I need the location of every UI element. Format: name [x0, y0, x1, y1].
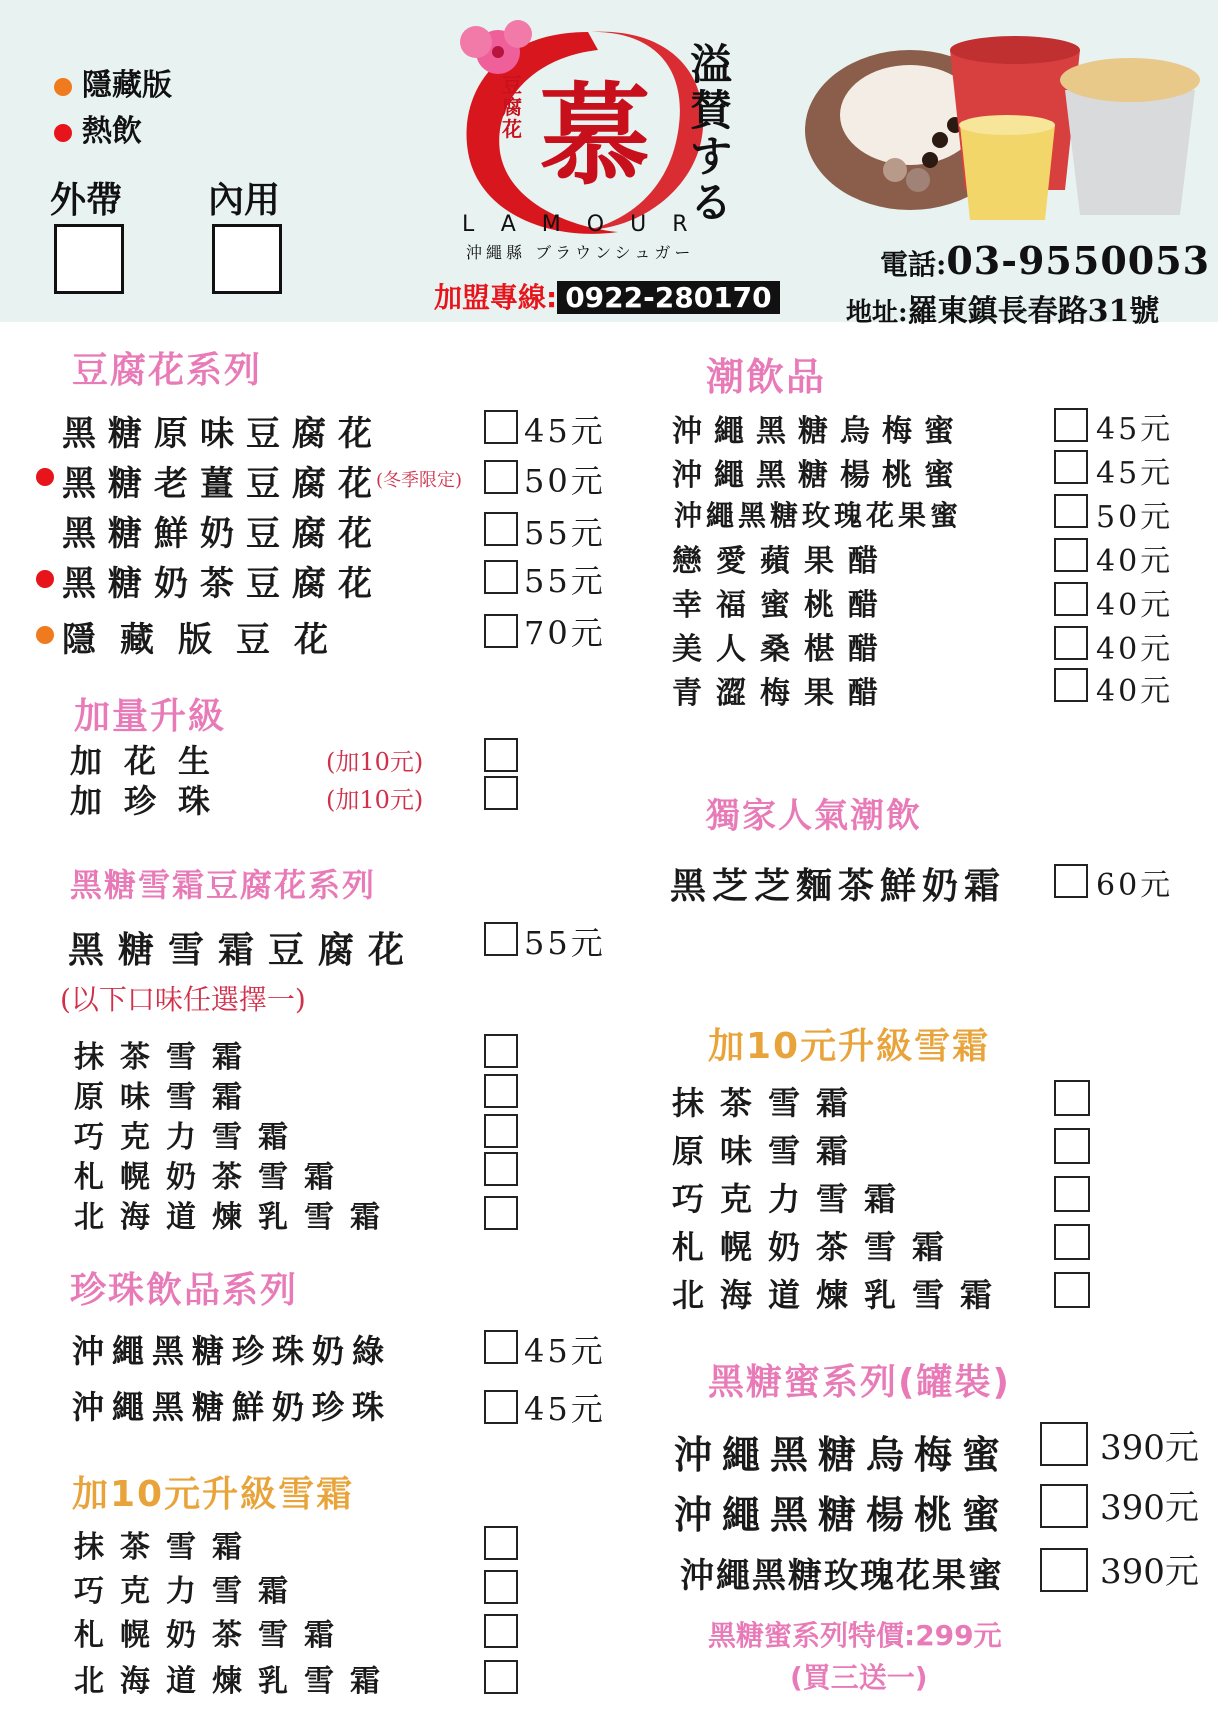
flavor-checkbox[interactable] — [1054, 1128, 1090, 1164]
order-checkbox[interactable] — [484, 460, 518, 494]
menu-item-price: 45元 — [1096, 412, 1174, 447]
menu-item-price: 55元 — [524, 562, 606, 600]
menu-item-price: 50元 — [1096, 500, 1174, 535]
order-checkbox[interactable] — [484, 1330, 518, 1364]
order-checkbox[interactable] — [484, 922, 518, 956]
flavor-name: 巧克力雪霜 — [74, 1120, 304, 1155]
section-title-tofu: 豆腐花系列 — [72, 350, 263, 391]
logo-brand: LAMOUR — [462, 212, 714, 237]
section-title-upgrade: 加量升級 — [74, 696, 227, 737]
section-title-trend: 潮飲品 — [706, 355, 827, 399]
menu-item-price: 60元 — [1096, 868, 1174, 903]
flavor-checkbox[interactable] — [484, 1570, 518, 1604]
flavor-name: 原味雪霜 — [74, 1080, 258, 1115]
order-checkbox[interactable] — [1040, 1422, 1088, 1466]
menu-item-name: 美人桑椹醋 — [672, 632, 892, 667]
flavor-name: 抹茶雪霜 — [672, 1084, 865, 1122]
order-checkbox[interactable] — [484, 1390, 518, 1424]
flavor-checkbox[interactable] — [484, 1074, 518, 1108]
flavor-name: 原味雪霜 — [672, 1132, 865, 1170]
logo-main-char: 慕 — [540, 71, 650, 200]
menu-item-name: 戀愛蘋果醋 — [672, 544, 892, 579]
addon-checkbox[interactable] — [484, 738, 518, 772]
choose-note: (以下口味任選擇一) — [60, 983, 306, 1016]
menu-item-price: 390元 — [1100, 1428, 1199, 1468]
order-checkbox[interactable] — [484, 410, 518, 444]
takeout-label: 外帶 — [50, 180, 123, 221]
section-title-snow-upgrade-left: 加10元升級雪霜 — [72, 1474, 355, 1515]
flavor-name: 巧克力雪霜 — [74, 1574, 304, 1609]
hot-marker-icon — [36, 468, 54, 486]
flavor-checkbox[interactable] — [1054, 1224, 1090, 1260]
flavor-checkbox[interactable] — [1054, 1176, 1090, 1212]
menu-item-price: 70元 — [524, 614, 606, 652]
addon-name: 加珍珠 — [70, 782, 233, 820]
legend-hidden-label: 隱藏版 — [82, 68, 172, 103]
honey-promo-sub: (買三送一) — [790, 1661, 928, 1694]
flavor-checkbox[interactable] — [1054, 1272, 1090, 1308]
flavor-checkbox[interactable] — [1054, 1080, 1090, 1116]
order-checkbox[interactable] — [484, 614, 518, 648]
logo-slogan: 溢賛する — [690, 40, 733, 227]
section-title-exclusive: 獨家人氣潮飲 — [706, 796, 922, 836]
menu-item-name: 青澀梅果醋 — [672, 676, 892, 711]
flavor-checkbox[interactable] — [484, 1034, 518, 1068]
franchise-line — [434, 276, 780, 316]
menu-item-price: 40元 — [1096, 674, 1174, 709]
menu-item-name: 黑糖原味豆腐花 — [62, 414, 384, 454]
flavor-checkbox[interactable] — [484, 1196, 518, 1230]
menu-item-name: 隱藏版豆花 — [62, 620, 352, 660]
address-value: 羅東鎮長春路31號 — [907, 294, 1160, 329]
menu-item-price: 40元 — [1096, 544, 1174, 579]
franchise-label: 加盟專線: — [434, 281, 558, 314]
orange-dot-icon — [54, 78, 72, 96]
section-title-snow-tofu: 黑糖雪霜豆腐花系列 — [70, 866, 377, 904]
section-title-snow-upgrade-right: 加10元升級雪霜 — [708, 1026, 991, 1067]
order-checkbox[interactable] — [1054, 582, 1088, 616]
flavor-name: 北海道煉乳雪霜 — [672, 1276, 1009, 1314]
menu-item-price: 40元 — [1096, 588, 1174, 623]
flavor-name: 抹茶雪霜 — [74, 1040, 258, 1075]
red-dot-icon — [54, 124, 72, 142]
takeout-checkbox[interactable] — [54, 224, 124, 294]
menu-item-price: 40元 — [1096, 632, 1174, 667]
flavor-checkbox[interactable] — [484, 1614, 518, 1648]
order-checkbox[interactable] — [1054, 450, 1088, 484]
order-checkbox[interactable] — [1054, 538, 1088, 572]
menu-item-price: 45元 — [524, 1332, 606, 1370]
order-checkbox[interactable] — [1054, 668, 1088, 702]
menu-item-price: 390元 — [1100, 1488, 1199, 1528]
dinein-label: 內用 — [208, 180, 281, 221]
addon-note: (加10元) — [326, 748, 424, 776]
address-label: 地址: — [846, 298, 908, 328]
flavor-name: 札幌奶茶雪霜 — [74, 1618, 350, 1653]
menu-item-name: 幸福蜜桃醋 — [672, 588, 892, 623]
order-checkbox[interactable] — [484, 560, 518, 594]
menu-item-name: 沖繩黑糖楊桃蜜 — [672, 458, 966, 493]
menu-item-price: 45元 — [524, 412, 606, 450]
menu-item-name: 黑糖鮮奶豆腐花 — [62, 514, 384, 554]
address-line — [846, 286, 1159, 330]
order-checkbox[interactable] — [1040, 1484, 1088, 1528]
legend-hot-label: 熱飲 — [82, 114, 142, 149]
flavor-name: 巧克力雪霜 — [672, 1180, 913, 1218]
flavor-name: 札幌奶茶雪霜 — [672, 1228, 961, 1266]
flavor-name: 札幌奶茶雪霜 — [74, 1160, 350, 1195]
dinein-checkbox[interactable] — [212, 224, 282, 294]
menu-item-name: 沖繩黑糖玫瑰花果蜜 — [680, 1556, 1004, 1596]
menu-item-price: 50元 — [524, 462, 606, 500]
flavor-name: 抹茶雪霜 — [74, 1530, 258, 1565]
order-checkbox[interactable] — [1040, 1548, 1088, 1592]
menu-item-name: 黑芝芝麵茶鮮奶霜 — [670, 865, 1007, 907]
hidden-marker-icon — [36, 626, 54, 644]
menu-item-name: 沖繩黑糖烏梅蜜 — [674, 1432, 1011, 1477]
menu-item-name: 沖繩黑糖烏梅蜜 — [672, 414, 966, 449]
logo-tagline: 沖繩縣 ブラウンシュガー — [466, 243, 695, 262]
addon-name: 加花生 — [70, 742, 233, 780]
menu-item-name: 沖繩黑糖珍珠奶綠 — [72, 1332, 393, 1370]
seasonal-note: (冬季限定) — [376, 470, 463, 491]
hot-marker-icon — [36, 570, 54, 588]
order-checkbox[interactable] — [1054, 408, 1088, 442]
phone-value: 03-9550053 — [946, 238, 1211, 283]
dessert-photo — [800, 20, 1210, 220]
flavor-name: 北海道煉乳雪霜 — [74, 1200, 396, 1235]
menu-item-price: 55元 — [524, 924, 606, 962]
legend-hot — [54, 106, 142, 150]
franchise-number: 0922-280170 — [557, 281, 779, 314]
order-checkbox[interactable] — [484, 512, 518, 546]
order-checkbox[interactable] — [1054, 864, 1088, 898]
flavor-checkbox[interactable] — [484, 1114, 518, 1148]
flavor-checkbox[interactable] — [484, 1526, 518, 1560]
phone-label: 電話: — [880, 248, 947, 281]
menu-item-name: 沖繩黑糖楊桃蜜 — [674, 1492, 1011, 1537]
logo-side-text: 豆腐花 — [502, 73, 522, 141]
menu-item-name: 沖繩黑糖鮮奶珍珠 — [72, 1388, 393, 1426]
addon-note: (加10元) — [326, 786, 424, 814]
menu-item-price: 55元 — [524, 514, 606, 552]
menu-item-price: 390元 — [1100, 1552, 1199, 1592]
order-checkbox[interactable] — [1054, 626, 1088, 660]
flavor-checkbox[interactable] — [484, 1660, 518, 1694]
menu-item-name: 黑糖雪霜豆腐花 — [68, 929, 419, 971]
section-title-honey: 黑糖蜜系列(罐裝) — [708, 1362, 1011, 1403]
addon-checkbox[interactable] — [484, 776, 518, 810]
section-title-pearl: 珍珠飲品系列 — [70, 1270, 299, 1311]
legend-hidden — [54, 60, 172, 104]
menu-item-name: 黑糖老薑豆腐花 — [62, 464, 384, 504]
flavor-checkbox[interactable] — [484, 1152, 518, 1186]
menu-item-price: 45元 — [524, 1390, 606, 1428]
flavor-name: 北海道煉乳雪霜 — [74, 1664, 396, 1699]
order-checkbox[interactable] — [1054, 494, 1088, 528]
honey-promo: 黑糖蜜系列特價:299元 — [708, 1619, 1002, 1652]
menu-item-name: 黑糖奶茶豆腐花 — [62, 564, 384, 604]
phone-line — [880, 238, 1210, 283]
menu-item-price: 45元 — [1096, 456, 1174, 491]
menu-item-name: 沖繩黑糖玫瑰花果蜜 — [674, 499, 963, 532]
